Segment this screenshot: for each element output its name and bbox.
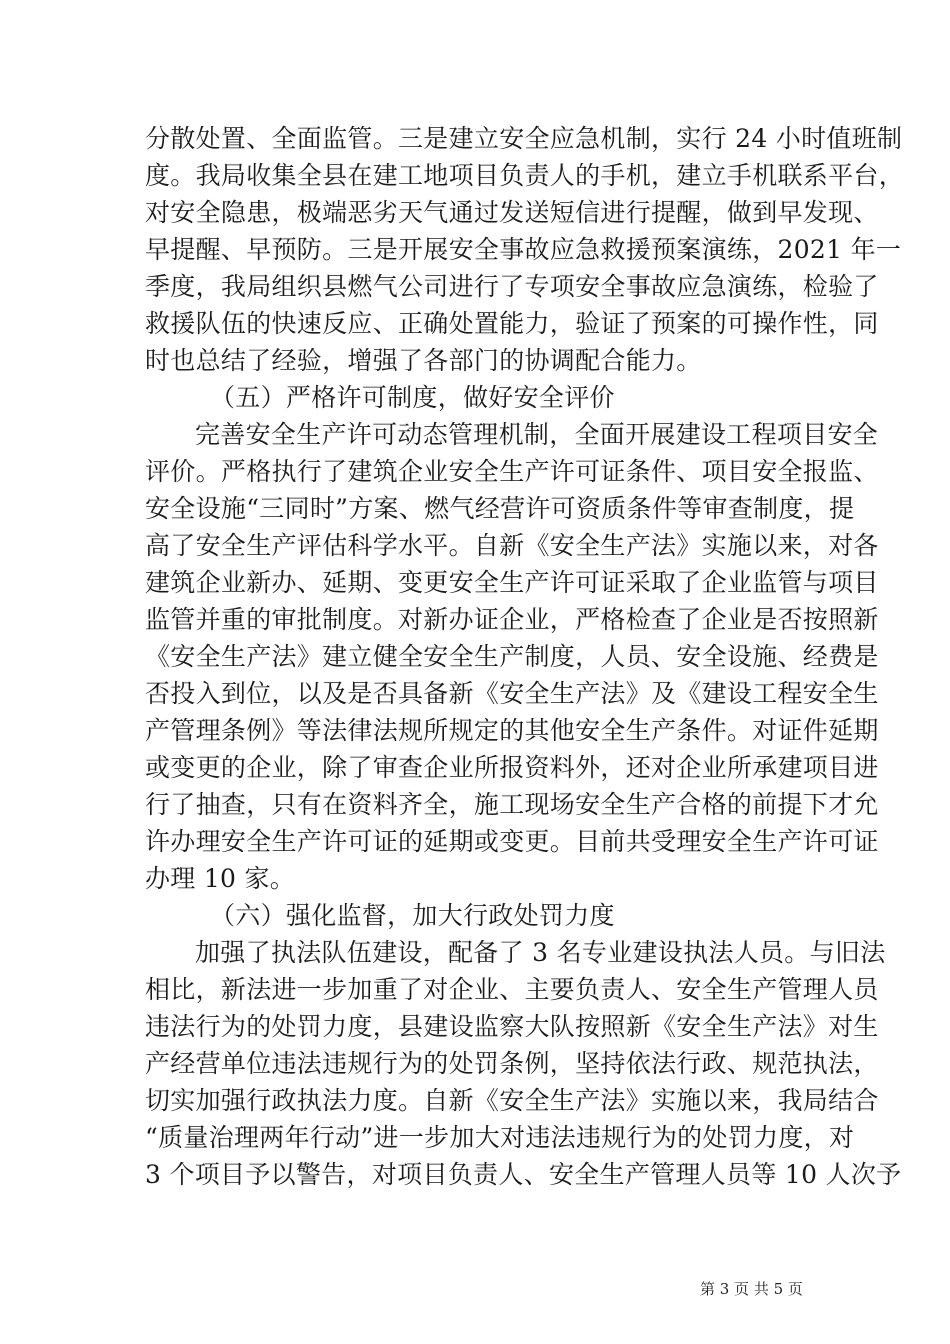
body-text-line: 否投入到位，以及是否具备新《安全生产法》及《建设工程安全生: [145, 679, 879, 708]
body-text-line: 产经营单位违法违规行为的处罚条例，坚持依法行政、规范执法，: [145, 1049, 879, 1078]
body-text-line: 季度，我局组织县燃气公司进行了专项安全事故应急演练，检验了: [145, 272, 879, 301]
body-text-line: 分散处置、全面监管。三是建立安全应急机制，实行 24 小时值班制: [145, 124, 903, 153]
section-heading: （六）强化监督，加大行政处罚力度: [210, 901, 615, 930]
body-text-line: 完善安全生产许可动态管理机制，全面开展建设工程项目安全: [195, 420, 879, 449]
body-text-line: 评价。严格执行了建筑企业安全生产许可证条件、项目安全报监、: [145, 457, 879, 486]
body-text-line: 产管理条例》等法律法规所规定的其他安全生产条件。对证件延期: [145, 716, 879, 745]
page-number: 第 3 页 共 5 页: [700, 1280, 803, 1298]
body-text-line: 违法行为的处罚力度，县建设监察大队按照新《安全生产法》对生: [145, 1012, 879, 1041]
body-text-line: 或变更的企业，除了审查企业所报资料外，还对企业所承建项目进: [145, 753, 879, 782]
body-text-line: 时也总结了经验，增强了各部门的协调配合能力。: [145, 346, 702, 375]
body-text-line: 监管并重的审批制度。对新办证企业，严格检查了企业是否按照新: [145, 605, 879, 634]
body-text-line: “质量治理两年行动”进一步加大对违法违规行为的处罚力度，对: [145, 1123, 855, 1152]
body-text-line: 《安全生产法》建立健全安全生产制度，人员、安全设施、经费是: [145, 642, 879, 671]
body-text-line: 切实加强行政执法力度。自新《安全生产法》实施以来，我局结合: [145, 1086, 879, 1115]
body-text-line: 相比，新法进一步加重了对企业、主要负责人、安全生产管理人员: [145, 975, 879, 1004]
body-text-line: 安全设施“三同时”方案、燃气经营许可资质条件等审查制度，提: [145, 494, 855, 523]
body-text-line: 3 个项目予以警告，对项目负责人、安全生产管理人员等 10 人次予: [145, 1160, 902, 1189]
body-text-line: 对安全隐患，极端恶劣天气通过发送短信进行提醒，做到早发现、: [145, 198, 879, 227]
body-text-line: 度。我局收集全县在建工地项目负责人的手机，建立手机联系平台，: [145, 161, 905, 190]
body-text-line: 高了安全生产评估科学水平。自新《安全生产法》实施以来，对各: [145, 531, 879, 560]
body-text-line: 早提醒、早预防。三是开展安全事故应急救援预案演练，2021 年一: [145, 235, 902, 264]
body-text-line: 办理 10 家。: [145, 864, 296, 893]
body-text-line: 建筑企业新办、延期、变更安全生产许可证采取了企业监管与项目: [145, 568, 879, 597]
section-heading: （五）严格许可制度，做好安全评价: [210, 383, 615, 412]
body-text-line: 救援队伍的快速反应、正确处置能力，验证了预案的可操作性，同: [145, 309, 879, 338]
body-text-line: 加强了执法队伍建设，配备了 3 名专业建设执法人员。与旧法: [195, 938, 886, 967]
body-text-line: 许办理安全生产许可证的延期或变更。目前共受理安全生产许可证: [145, 827, 879, 856]
body-text-line: 行了抽查，只有在资料齐全，施工现场安全生产合格的前提下才允: [145, 790, 879, 819]
